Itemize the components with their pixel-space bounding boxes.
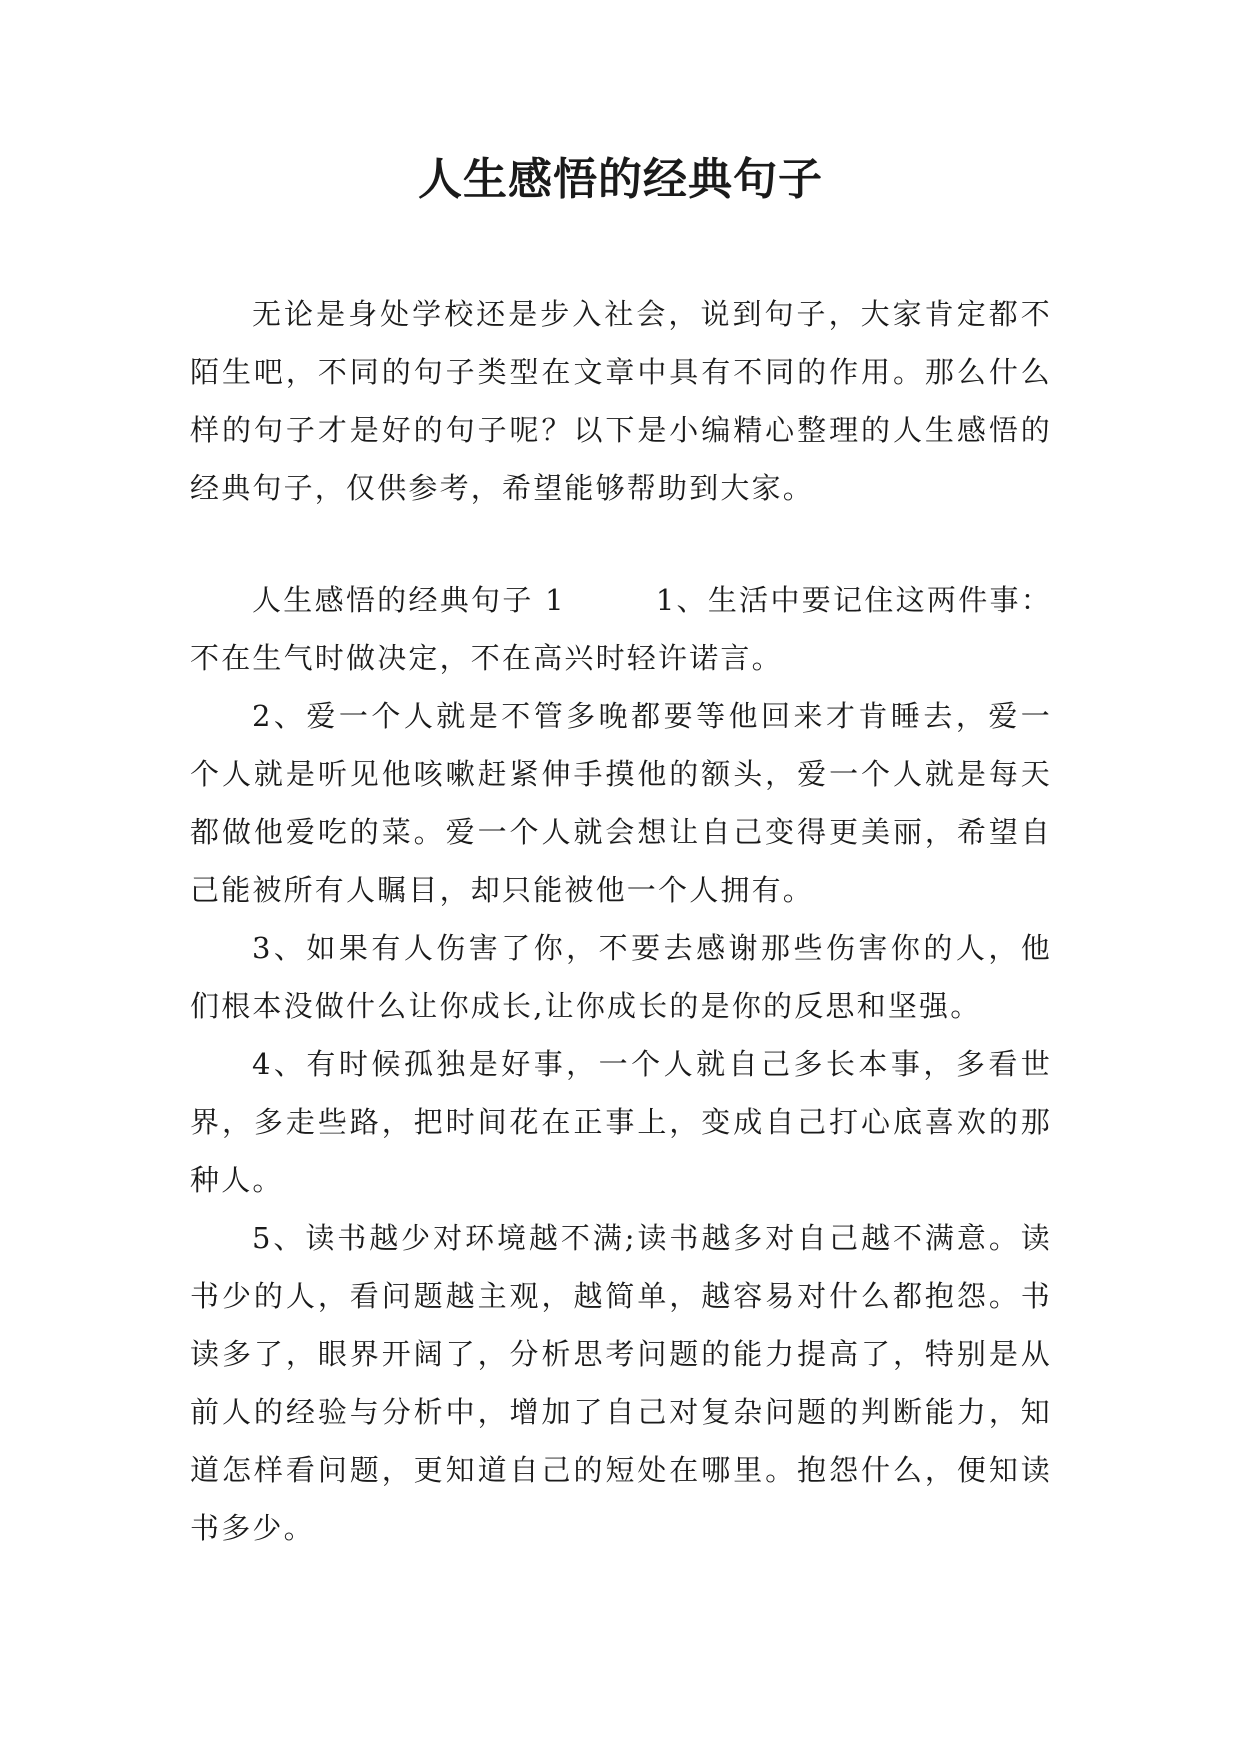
content-block (190, 571, 1052, 1557)
item-2: 2、爱一个人就是不管多晚都要等他回来才肯睡去，爱一个人就是听见他咳嗽赶紧伸手摸他的额头，爱一个人就是每天都做他爱吃的菜。爱一个人就会想让自己变得更美丽，希望自己能被所有人瞩目，却只能被他一个人拥有。 (190, 699, 1052, 907)
item-1: 1、生活中要记住这两件事：不在生气时做决定，不在高兴时轻许诺言。 (190, 583, 1052, 675)
item-5: 5、读书越少对环境越不满;读书越多对自己越不满意。读书少的人，看问题越主观，越简单，越容易对什么都抱怨。书读多了，眼界开阔了，分析思考问题的能力提高了，特别是从前人的经验与分析中，增加了自己对复杂问题的判断能力，知道怎样看问题，更知道自己的短处在哪里。抱怨什么，便知读书多少。 (190, 1221, 1052, 1545)
intro-paragraph: 无论是身处学校还是步入社会，说到句子，大家肯定都不陌生吧，不同的句子类型在文章中具有不同的作用。那么什么样的句子才是好的句子呢？以下是小编精心整理的人生感悟的经典句子，仅供参考，希望能够帮助到大家。 (190, 297, 1052, 505)
section-heading: 人生感悟的经典句子 1 (252, 583, 566, 617)
intro-block (190, 285, 1052, 517)
item-3: 3、如果有人伤害了你，不要去感谢那些伤害你的人，他们根本没做什么让你成长,让你成长的是你的反思和坚强。 (190, 931, 1052, 1023)
item-4: 4、有时候孤独是好事，一个人就自己多长本事，多看世界，多走些路，把时间花在正事上，变成自己打心底喜欢的那种人。 (190, 1047, 1052, 1197)
document-title: 人生感悟的经典句子 (418, 154, 823, 205)
section-paragraph-1 (190, 571, 1052, 687)
